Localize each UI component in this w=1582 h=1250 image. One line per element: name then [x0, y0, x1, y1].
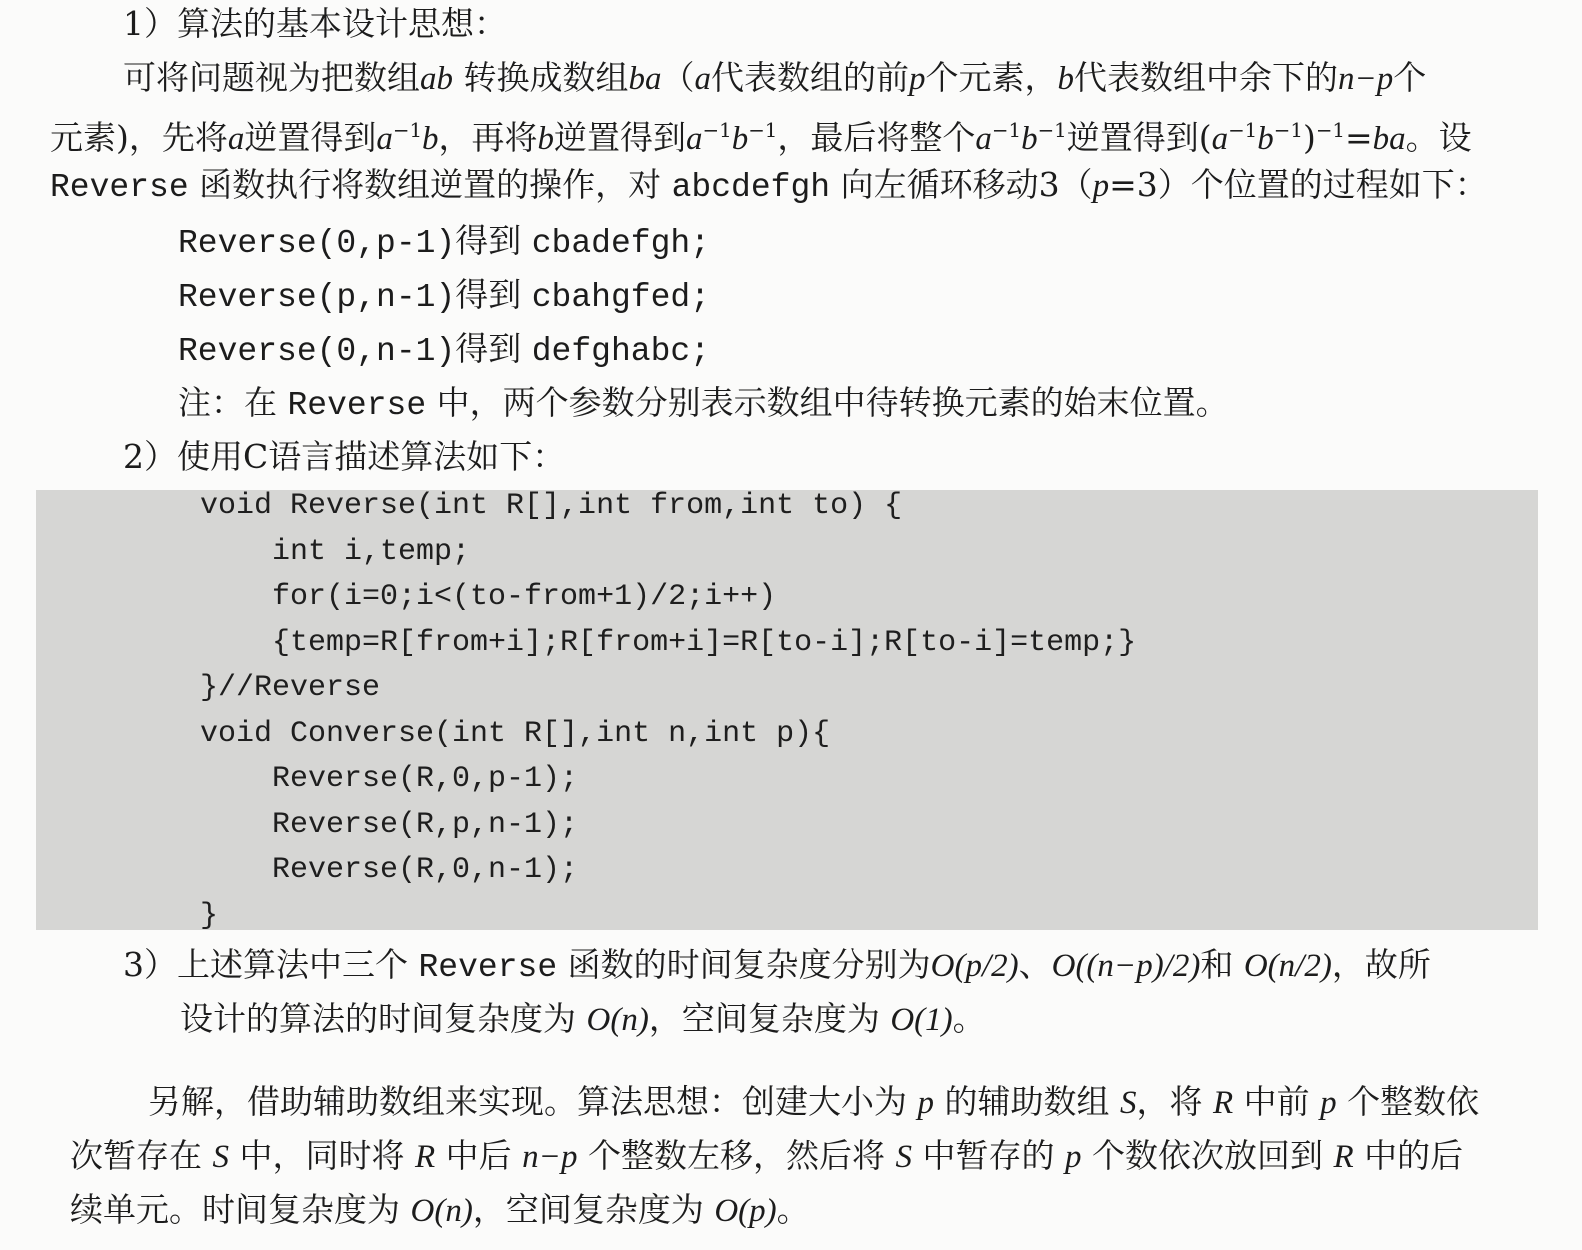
exponent: −1: [991, 119, 1022, 142]
alt-line2: [70, 1134, 1463, 1179]
exponent: −1: [1037, 119, 1067, 142]
var-b: b: [1021, 120, 1038, 157]
text: 注：在: [178, 383, 277, 422]
var-S: S: [212, 1139, 229, 1175]
text: 转换成数组: [463, 58, 629, 97]
text: 和: [1200, 945, 1234, 984]
text: ，最后将整个: [777, 117, 976, 157]
text: 。: [952, 999, 986, 1038]
var-ab: ab: [420, 61, 453, 97]
var-b: b: [422, 120, 439, 157]
text: 。: [776, 1190, 810, 1229]
text: ，再将: [438, 117, 538, 157]
text: 可将问题视为把数组: [123, 58, 420, 97]
paragraph1-line2: [50, 109, 1472, 161]
var-ba: ba: [628, 61, 662, 97]
text: ，将: [1136, 1082, 1203, 1121]
note-line: [178, 381, 1229, 428]
text: 个数依次放回到: [1091, 1136, 1323, 1175]
var-p: p: [1092, 168, 1110, 204]
text: 函数执行将数组逆置的操作，对: [199, 165, 662, 204]
step-result: defghabc;: [531, 333, 710, 370]
var-R: R: [1333, 1139, 1354, 1175]
code-line: void Converse(int R[],int n,int p){: [200, 716, 831, 751]
exponent: −1: [392, 119, 423, 142]
var-R: R: [1213, 1085, 1234, 1121]
step-text: 得到: [455, 275, 522, 314]
step-text: 得到: [455, 221, 522, 260]
text: =: [1345, 117, 1373, 157]
complexity: O(p): [714, 1193, 777, 1229]
code-line: int i,temp;: [200, 534, 471, 569]
text: 中，两个参数分别表示数组中待转换元素的始末位置。: [436, 383, 1229, 422]
text: 的辅助数组: [944, 1082, 1110, 1121]
exponent: −1: [702, 119, 732, 142]
alt-line3: [70, 1188, 810, 1233]
step-result: cbahgfed;: [531, 279, 710, 316]
complexity: O(n/2): [1243, 948, 1332, 984]
section1-heading: 1）算法的基本设计思想：: [123, 4, 507, 43]
complexity: O(1): [890, 1002, 953, 1038]
var-ba: ba: [1372, 120, 1406, 157]
text: ，空间复杂度为: [648, 999, 880, 1038]
text: 逆置得到: [554, 117, 687, 157]
code-reverse: Reverse: [50, 169, 189, 206]
var-p: p: [1320, 1085, 1337, 1121]
step-line: [178, 219, 710, 266]
var-b: b: [1257, 120, 1274, 157]
text: 逆置得到(: [1066, 117, 1212, 157]
var-a: a: [1211, 120, 1229, 157]
text: 中，同时将: [239, 1136, 405, 1175]
exponent: −1: [1315, 119, 1345, 142]
code-reverse: Reverse: [287, 387, 427, 424]
text: 次暂存在: [70, 1136, 202, 1175]
text: 3）上述算法中三个: [123, 945, 408, 984]
text: =3）个位置的过程如下：: [1109, 165, 1488, 204]
var-a: a: [975, 120, 992, 157]
text: 向左循环移动3（: [840, 165, 1093, 204]
code-line: void Reverse(int R[],int from,int to) {: [200, 489, 903, 523]
paragraph1-line3: [50, 163, 1488, 210]
var-a: a: [376, 120, 393, 157]
code-line: }: [200, 898, 219, 933]
code-line: for(i=0;i<(to-from+1)/2;i++): [200, 580, 777, 614]
text: ，空间复杂度为: [472, 1190, 704, 1229]
step-code: Reverse(0,p-1): [178, 225, 456, 262]
text: ): [1302, 117, 1316, 157]
step-code: Reverse(p,n-1): [178, 279, 456, 316]
var-n-minus-p: n−p: [1338, 61, 1394, 97]
text: 中的后: [1364, 1136, 1464, 1175]
text: 设计的算法的时间复杂度为: [180, 999, 576, 1038]
step-result: cbadefgh;: [531, 225, 710, 262]
text: 代表数组的前: [711, 58, 909, 97]
var-a: a: [686, 120, 703, 157]
step-line: [178, 327, 710, 374]
text: 个整数依: [1347, 1082, 1480, 1121]
code-line: {temp=R[from+i];R[from+i]=R[to-i];R[to-i]=temp;}: [200, 625, 1137, 660]
text: 中暂存的: [922, 1136, 1055, 1175]
text: 逆置得到: [244, 117, 377, 157]
step-text: 得到: [455, 329, 522, 368]
var-R: R: [415, 1139, 436, 1175]
text: 函数的时间复杂度分别为: [567, 945, 931, 984]
section2-heading: 2）使用C语言描述算法如下：: [123, 437, 566, 476]
complexity: O(n): [410, 1193, 473, 1229]
code-reverse: Reverse: [418, 949, 558, 986]
text: 另解，借助辅助数组来实现。算法思想：创建大小为: [148, 1082, 907, 1121]
code-line: Reverse(R,0,n-1);: [200, 853, 579, 887]
text: 个: [1393, 58, 1427, 97]
alt-line1: [148, 1080, 1479, 1125]
complexity: O(p/2): [930, 948, 1019, 984]
text: ，故所: [1331, 945, 1431, 984]
text: 。设: [1405, 117, 1472, 157]
text: 中前: [1243, 1082, 1310, 1121]
var-b: b: [731, 120, 749, 157]
section3-line1: [123, 943, 1431, 990]
complexity: O(n): [586, 1002, 649, 1038]
var-b: b: [1057, 61, 1074, 97]
text: 元素)，先将: [50, 117, 228, 157]
exponent: −1: [1273, 119, 1303, 142]
exponent: −1: [748, 119, 778, 142]
var-S: S: [895, 1139, 912, 1175]
step-line: [178, 273, 710, 320]
code-block: [36, 489, 1538, 933]
var-n-minus-p: n−p: [522, 1139, 578, 1175]
text: （: [661, 58, 695, 97]
var-a: a: [227, 120, 245, 157]
exponent: −1: [1228, 119, 1258, 142]
text: 中后: [445, 1136, 512, 1175]
var-b: b: [537, 120, 555, 157]
code-line: Reverse(R,0,p-1);: [200, 762, 579, 796]
text: 续单元。时间复杂度为: [70, 1190, 400, 1229]
var-p: p: [917, 1085, 934, 1121]
code-string: abcdefgh: [671, 169, 831, 206]
text: 个整数左移，然后将: [587, 1136, 885, 1175]
var-a: a: [694, 61, 711, 97]
var-p: p: [909, 61, 926, 97]
step-code: Reverse(0,n-1): [178, 333, 456, 370]
section3-line2: [180, 997, 986, 1042]
complexity: O((n−p)/2): [1051, 948, 1201, 984]
text: 、: [1018, 945, 1052, 984]
code-line: Reverse(R,p,n-1);: [200, 807, 579, 842]
paragraph1-line1: [123, 56, 1426, 101]
text: 个元素，: [925, 58, 1058, 97]
text: 代表数组中余下的: [1074, 58, 1338, 97]
code-line: }//Reverse: [200, 671, 381, 705]
var-p: p: [1064, 1139, 1082, 1175]
var-S: S: [1120, 1085, 1137, 1121]
